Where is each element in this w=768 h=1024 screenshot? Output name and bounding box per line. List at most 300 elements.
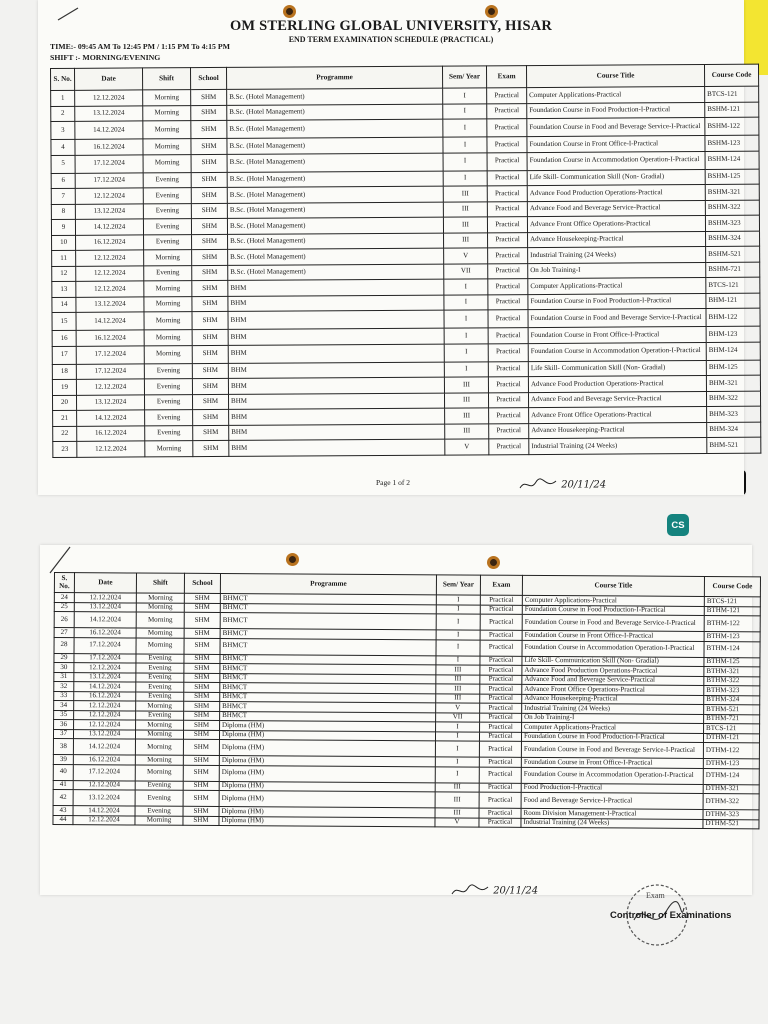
cell-school: SHM: [191, 203, 227, 219]
cell-exam: Practical: [489, 423, 529, 439]
cell-exam: Practical: [479, 818, 521, 828]
cell-sno: 32: [54, 682, 74, 692]
cell-school: SHM: [192, 345, 228, 363]
cell-sno: 35: [54, 710, 74, 720]
signature-scribble: [518, 478, 558, 492]
cell-school: SHM: [183, 781, 219, 791]
cell-school: SHM: [192, 234, 228, 250]
cell-school: SHM: [184, 638, 220, 654]
cell-sno: 9: [51, 219, 75, 235]
cell-sem: III: [445, 423, 489, 439]
cell-school: SHM: [183, 755, 219, 765]
cell-sem: III: [444, 392, 488, 408]
header-school: School: [191, 67, 227, 89]
cell-course-code: BTCS-121: [704, 596, 760, 606]
cell-shift: Evening: [143, 219, 191, 235]
cell-school: SHM: [184, 673, 220, 683]
cell-sno: 43: [53, 805, 73, 815]
cell-course-title: Advance Front Office Operations-Practical: [527, 215, 705, 232]
cell-shift: Evening: [136, 711, 184, 721]
cell-programme: BHMCT: [220, 654, 436, 665]
cell-course-title: Industrial Training (24 Weeks): [522, 703, 704, 714]
punch-hole: [487, 556, 500, 569]
cell-programme: Diploma (HM): [219, 730, 435, 741]
cell-sem: I: [443, 103, 487, 119]
cell-exam: Practical: [489, 408, 529, 424]
header-school: School: [184, 573, 220, 593]
cell-school: SHM: [184, 593, 220, 603]
cell-school: SHM: [183, 730, 219, 740]
cell-date: 16.12.2024: [76, 234, 144, 250]
cell-shift: Evening: [143, 203, 191, 219]
cell-programme: B.Sc. (Hotel Management): [227, 171, 443, 188]
cell-shift: Evening: [135, 806, 183, 816]
cell-shift: Morning: [135, 815, 183, 825]
cell-exam: Practical: [480, 640, 522, 656]
cell-shift: Evening: [143, 172, 191, 188]
cell-school: SHM: [191, 105, 227, 121]
camscanner-badge: CS: [667, 514, 689, 536]
cell-sno: 3: [51, 121, 75, 139]
cell-sem: III: [444, 377, 488, 393]
cell-shift: Morning: [143, 139, 191, 155]
punch-hole: [283, 5, 296, 18]
header-course-title: Course Title: [526, 65, 704, 88]
cell-sno: 15: [52, 312, 76, 330]
cell-sno: 1: [51, 90, 75, 106]
signature-date-1: 20/11/24: [561, 479, 607, 491]
cell-sem: I: [444, 343, 488, 361]
cell-date: 12.12.2024: [76, 250, 144, 266]
cell-programme: B.Sc. (Hotel Management): [227, 119, 443, 138]
cell-sem: I: [444, 279, 488, 295]
cell-shift: Evening: [144, 265, 192, 281]
cell-programme: Diploma (HM): [219, 756, 435, 767]
cell-school: SHM: [191, 172, 227, 188]
cell-date: 12.12.2024: [77, 441, 145, 457]
cell-exam: Practical: [480, 656, 522, 666]
cell-exam: Practical: [479, 732, 521, 742]
schedule-page-1: [38, 0, 752, 495]
cell-course-code: BTHM-123: [704, 631, 760, 641]
cell-sem: III: [443, 217, 487, 233]
cell-course-code: DTHM-123: [703, 758, 759, 768]
header-sno: S. No.: [51, 68, 75, 90]
cell-course-code: DTHM-321: [703, 784, 759, 794]
cell-course-title: Room Division Management-I-Practical: [521, 808, 703, 819]
cell-school: SHM: [192, 311, 228, 329]
cell-date: 13.12.2024: [75, 105, 143, 121]
cell-course-code: BSHM-521: [706, 246, 760, 262]
cell-sem: VII: [436, 712, 480, 722]
cell-shift: Morning: [136, 628, 184, 638]
cell-sno: 34: [54, 701, 74, 711]
cell-sno: 26: [54, 612, 74, 628]
cell-course-title: Food Production-I-Practical: [521, 783, 703, 794]
cell-programme: BHM: [228, 279, 444, 296]
cell-programme: BHM: [228, 362, 444, 379]
cell-shift: Evening: [136, 692, 184, 702]
cell-course-code: BSHM-122: [705, 117, 759, 135]
cell-course-title: Advance Housekeeping-Practical: [522, 694, 704, 705]
cell-exam: Practical: [488, 232, 528, 248]
cell-date: 12.12.2024: [73, 780, 135, 790]
cell-programme: Diploma (HM): [219, 740, 435, 757]
cell-sem: V: [435, 817, 479, 827]
cell-programme: B.Sc. (Hotel Management): [227, 137, 443, 154]
cell-shift: Morning: [143, 121, 191, 139]
cell-sem: III: [445, 408, 489, 424]
cell-exam: Practical: [479, 783, 521, 793]
punch-hole: [286, 553, 299, 566]
cell-shift: Evening: [136, 663, 184, 673]
header-sem-year: Sem/ Year: [442, 66, 486, 88]
cell-sem: III: [435, 808, 479, 818]
cell-shift: Morning: [136, 701, 184, 711]
cell-school: SHM: [184, 711, 220, 721]
cell-course-title: Foundation Course in Food Production-I-Practical: [527, 102, 705, 119]
cell-date: 17.12.2024: [74, 637, 136, 653]
header-date: Date: [74, 573, 136, 593]
cell-exam: Practical: [480, 684, 522, 694]
cell-sem: I: [444, 294, 488, 310]
cell-sem: I: [443, 137, 487, 153]
cell-shift: Evening: [144, 394, 192, 410]
cell-school: SHM: [184, 628, 220, 638]
header-shift: Shift: [143, 68, 191, 90]
cell-course-title: Advance Housekeeping-Practical: [528, 231, 706, 248]
cell-course-title: Foundation Course in Food Production-I-Practical: [522, 605, 704, 616]
cell-sem: III: [443, 186, 487, 202]
cell-sem: III: [435, 792, 479, 808]
cell-shift: Morning: [135, 730, 183, 740]
cell-sem: I: [436, 630, 480, 640]
cell-programme: BHM: [229, 424, 445, 441]
cell-sem: I: [443, 152, 487, 170]
cell-school: SHM: [193, 409, 229, 425]
header-shift: Shift: [136, 573, 184, 593]
page-number: Page 1 of 2: [376, 478, 410, 487]
cell-course-code: DTHM-124: [703, 768, 759, 784]
cell-shift: Morning: [136, 593, 184, 603]
cell-sno: 24: [54, 593, 74, 603]
cell-sem: I: [443, 88, 487, 104]
cell-sno: 22: [53, 426, 77, 442]
cell-shift: Evening: [136, 682, 184, 692]
cell-date: 17.12.2024: [74, 653, 136, 663]
cell-date: 16.12.2024: [75, 139, 143, 155]
cell-date: 14.12.2024: [77, 410, 145, 426]
cell-school: SHM: [184, 682, 220, 692]
cell-exam: Practical: [487, 119, 527, 137]
cell-shift: Morning: [135, 765, 183, 781]
cell-exam: Practical: [488, 343, 528, 361]
cell-course-code: BHM-322: [706, 391, 760, 407]
cell-sem: VII: [444, 263, 488, 279]
cell-programme: B.Sc. (Hotel Management): [227, 88, 443, 105]
cell-course-code: BHM-324: [707, 422, 761, 438]
cell-course-code: BTCS-121: [705, 86, 759, 102]
schedule-subtitle: END TERM EXAMINATION SCHEDULE (PRACTICAL): [288, 35, 494, 44]
cell-date: 14.12.2024: [74, 612, 136, 628]
cell-exam: Practical: [480, 595, 522, 605]
cell-course-code: BTHM-124: [704, 641, 760, 657]
cell-exam: Practical: [487, 103, 527, 119]
cell-exam: Practical: [480, 703, 522, 713]
header-exam: Exam: [480, 575, 522, 595]
cell-sno: 13: [52, 281, 76, 297]
cell-course-code: BTHM-125: [704, 657, 760, 667]
cell-date: 13.12.2024: [74, 602, 136, 612]
cell-course-title: Foundation Course in Front Office-I-Practical: [522, 630, 704, 641]
cell-school: SHM: [191, 187, 227, 203]
cell-school: SHM: [192, 378, 228, 394]
cell-sem: I: [444, 310, 488, 328]
cell-exam: Practical: [479, 808, 521, 818]
cell-course-code: BTHM-721: [704, 714, 760, 724]
cell-course-code: BHM-521: [707, 437, 761, 453]
cell-sno: 20: [52, 395, 76, 411]
cell-programme: Diploma (HM): [219, 807, 435, 818]
header-sno: S. No.: [54, 573, 74, 593]
cell-exam: Practical: [479, 792, 521, 808]
cell-shift: Morning: [136, 720, 184, 730]
punch-hole: [485, 5, 498, 18]
cell-sem: V: [445, 439, 489, 455]
cell-sno: 16: [52, 330, 76, 346]
cell-programme: BHMCT: [220, 613, 436, 630]
cell-programme: Diploma (HM): [219, 781, 435, 792]
cell-sno: 12: [52, 266, 76, 282]
cell-course-title: Foundation Course in Food and Beverage Service-I-Practical: [521, 741, 703, 758]
cell-course-code: DTHM-122: [703, 742, 759, 758]
cell-programme: Diploma (HM): [220, 721, 436, 732]
cell-sno: 42: [53, 789, 73, 805]
cell-sem: III: [436, 693, 480, 703]
cell-school: SHM: [191, 120, 227, 138]
cell-shift: Morning: [145, 441, 193, 457]
cell-sem: I: [436, 655, 480, 665]
cell-course-title: Advance Food Production Operations-Practical: [522, 665, 704, 676]
cell-course-code: BSHM-323: [705, 215, 759, 231]
cell-programme: B.Sc. (Hotel Management): [227, 202, 443, 219]
cell-date: 13.12.2024: [75, 203, 143, 219]
cell-exam: Practical: [488, 392, 528, 408]
cell-date: 17.12.2024: [76, 363, 144, 379]
cell-school: SHM: [191, 138, 227, 154]
cell-programme: BHMCT: [220, 664, 436, 675]
cell-shift: Evening: [136, 673, 184, 683]
cell-programme: B.Sc. (Hotel Management): [228, 233, 444, 250]
cell-course-title: Advance Food Production Operations-Practical: [527, 184, 705, 201]
cell-sno: 41: [53, 780, 73, 790]
cell-date: 12.12.2024: [76, 379, 144, 395]
cell-course-code: BTHM-324: [704, 695, 760, 705]
cell-date: 14.12.2024: [74, 682, 136, 692]
cell-sem: III: [444, 232, 488, 248]
cell-sno: 36: [54, 720, 74, 730]
cell-course-code: DTHM-323: [703, 809, 759, 819]
cell-programme: BHM: [228, 328, 444, 345]
cell-course-title: Advance Front Office Operations-Practical: [529, 406, 707, 423]
header-programme: Programme: [220, 574, 436, 595]
cell-shift: Morning: [136, 612, 184, 628]
cell-sno: 33: [54, 691, 74, 701]
cell-date: 13.12.2024: [74, 672, 136, 682]
cell-course-title: Industrial Training (24 Weeks): [528, 246, 706, 263]
cell-sno: 37: [53, 729, 73, 739]
cell-programme: BHM: [228, 295, 444, 312]
cell-date: 16.12.2024: [76, 330, 144, 346]
cell-exam: Practical: [480, 722, 522, 732]
cell-date: 16.12.2024: [73, 755, 135, 765]
cell-exam: Practical: [480, 665, 522, 675]
cell-programme: BHMCT: [220, 638, 436, 655]
cell-course-code: BSHM-125: [705, 169, 759, 185]
cell-sem: I: [435, 741, 479, 757]
cell-exam: Practical: [480, 614, 522, 630]
cell-date: 14.12.2024: [73, 739, 135, 755]
cell-exam: Practical: [479, 757, 521, 767]
university-title: OM STERLING GLOBAL UNIVERSITY, HISAR: [229, 18, 553, 34]
cell-school: SHM: [184, 612, 220, 628]
signature-page-2: [450, 884, 538, 898]
cell-exam: Practical: [488, 328, 528, 344]
cell-exam: Practical: [487, 137, 527, 153]
cell-exam: Practical: [488, 263, 528, 279]
cell-sno: 19: [52, 379, 76, 395]
cell-course-title: Foundation Course in Front Office-I-Practical: [528, 326, 706, 343]
cell-sem: I: [436, 595, 480, 605]
cell-programme: BHMCT: [220, 711, 436, 722]
cell-sem: III: [436, 674, 480, 684]
cell-programme: BHM: [228, 310, 444, 329]
cell-shift: Morning: [136, 638, 184, 654]
cell-sem: I: [443, 170, 487, 186]
cell-course-code: BHM-323: [707, 406, 761, 422]
cell-exam: Practical: [488, 279, 528, 295]
cell-date: 12.12.2024: [76, 265, 144, 281]
cell-school: SHM: [183, 816, 219, 826]
cell-programme: BHMCT: [220, 673, 436, 684]
cell-course-title: Computer Applications-Practical: [522, 595, 704, 606]
cell-exam: Practical: [479, 767, 521, 783]
cell-course-code: BHM-321: [706, 375, 760, 391]
cell-exam: Practical: [489, 439, 529, 455]
cell-programme: BHMCT: [220, 603, 436, 614]
cell-programme: BHM: [228, 393, 444, 410]
cell-course-title: Life Skill- Communication Skill (Non- Gradial): [527, 169, 705, 186]
exam-time: TIME:- 09:45 AM To 12:45 PM / 1:15 PM To 4:15 PM: [50, 42, 230, 51]
cell-course-code: BSHM-321: [705, 184, 759, 200]
cell-course-title: Life Skill- Communication Skill (Non- Gradial): [528, 360, 706, 377]
signature-date-2: 20/11/24: [493, 885, 539, 897]
cell-sem: I: [436, 614, 480, 630]
cell-sno: 39: [53, 754, 73, 764]
cell-sno: 17: [52, 346, 76, 364]
cell-shift: Morning: [144, 296, 192, 312]
cell-sem: III: [443, 201, 487, 217]
cell-shift: Morning: [143, 90, 191, 106]
cell-sem: I: [436, 604, 480, 614]
cell-sem: III: [435, 782, 479, 792]
cell-date: 14.12.2024: [75, 219, 143, 235]
cell-course-code: BSHM-322: [705, 200, 759, 216]
cell-programme: BHM: [229, 408, 445, 425]
cell-course-code: BSHM-121: [705, 102, 759, 118]
cell-course-code: DTHM-322: [703, 793, 759, 809]
cell-sno: 30: [54, 663, 74, 673]
exam-shift: SHIFT :- MORNING/EVENING: [50, 53, 161, 62]
cell-course-code: BTHM-322: [704, 676, 760, 686]
cell-date: 13.12.2024: [76, 394, 144, 410]
cell-shift: Morning: [144, 312, 192, 330]
signature-scribble: [450, 884, 490, 898]
cell-course-code: BSHM-324: [706, 231, 760, 247]
cell-date: 12.12.2024: [75, 90, 143, 106]
cell-course-code: BHM-125: [706, 360, 760, 376]
cell-sno: 5: [51, 155, 75, 173]
cell-exam: Practical: [487, 201, 527, 217]
header-sem-year: Sem/ Year: [436, 575, 480, 595]
cell-school: SHM: [183, 806, 219, 816]
cell-shift: Evening: [136, 654, 184, 664]
cell-course-code: BHM-122: [706, 308, 760, 326]
cell-school: SHM: [183, 765, 219, 781]
cell-sno: 4: [51, 139, 75, 155]
cell-exam: Practical: [487, 88, 527, 104]
cell-programme: BHMCT: [220, 702, 436, 713]
cell-course-code: BSHM-123: [705, 135, 759, 151]
cell-date: 12.12.2024: [74, 710, 136, 720]
header-exam: Exam: [486, 66, 526, 88]
cell-exam: Practical: [479, 741, 521, 757]
cell-school: SHM: [184, 603, 220, 613]
cell-shift: Morning: [136, 603, 184, 613]
cell-school: SHM: [192, 394, 228, 410]
cell-date: 14.12.2024: [73, 806, 135, 816]
cell-sno: 40: [53, 764, 73, 780]
cell-school: SHM: [192, 296, 228, 312]
cell-course-code: DTHM-121: [703, 733, 759, 743]
cell-programme: BHM: [228, 377, 444, 394]
cell-school: SHM: [184, 720, 220, 730]
cell-programme: BHMCT: [220, 594, 436, 605]
cell-programme: BHMCT: [220, 692, 436, 703]
cell-sno: 38: [53, 738, 73, 754]
cell-school: SHM: [183, 790, 219, 806]
cell-date: 17.12.2024: [75, 154, 143, 172]
cell-course-code: BTHM-521: [704, 704, 760, 714]
cell-sem: I: [443, 119, 487, 137]
controller-of-examinations: Controller of Examinations: [610, 910, 732, 921]
cell-exam: Practical: [480, 630, 522, 640]
cell-sno: 31: [54, 672, 74, 682]
cell-course-code: BSHM-721: [706, 262, 760, 278]
stamp-text: Exam: [646, 891, 665, 900]
cell-course-code: BTHM-323: [704, 685, 760, 695]
cell-programme: B.Sc. (Hotel Management): [227, 186, 443, 203]
cell-exam: Practical: [487, 170, 527, 186]
cell-school: SHM: [191, 89, 227, 105]
cell-programme: B.Sc. (Hotel Management): [227, 217, 443, 234]
table-body-page-1: [51, 86, 761, 457]
cell-exam: Practical: [480, 675, 522, 685]
cell-date: 13.12.2024: [73, 729, 135, 739]
signature-page-1: [518, 478, 606, 492]
cell-date: 12.12.2024: [74, 720, 136, 730]
cell-course-title: Industrial Training (24 Weeks): [521, 818, 703, 829]
